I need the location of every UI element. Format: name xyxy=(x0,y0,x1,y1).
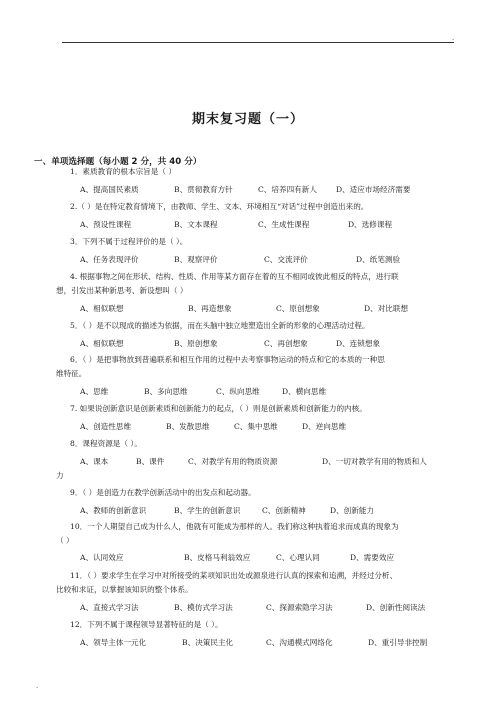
question-10: 10．一个人期望自己成为什么人，他就有可能成为那样的人。我们称这种执着追求而成真的现象为 xyxy=(70,522,399,531)
question-4-cont: 想，引发出某种新思考、新设想叫（ ） xyxy=(56,286,188,295)
header-mark: . xyxy=(452,34,455,42)
question-6-cont: 维特征。 xyxy=(56,369,87,378)
option-a: A、相似联想 xyxy=(80,304,124,313)
question-11-cont: 比较和求证，以掌握该知识的整个体系。 xyxy=(56,585,193,594)
option-c: C、生成性课程 xyxy=(258,220,310,229)
question-3: 3．下列不属于过程评价的是（ ）。 xyxy=(70,237,188,246)
option-b: B、多向思维 xyxy=(144,387,188,396)
option-c: C、创新精神 xyxy=(262,506,306,515)
option-b: B、文本课程 xyxy=(174,220,218,229)
question-11: 11．（ ）要求学生在学习中对所接受的某项知识出处或源泉进行认真的探索和追溯，并经过分析、 xyxy=(70,571,398,580)
option-b: B、发散思维 xyxy=(166,422,210,431)
option-d: D、重引导非控制 xyxy=(368,638,428,647)
option-a: A、思维 xyxy=(80,387,109,396)
option-d: D、对比联想 xyxy=(364,304,409,313)
option-c: C、培养四有新人 xyxy=(258,185,317,194)
question-12: 12．下列不属于课程领导显著特征的是（ ）。 xyxy=(70,620,223,629)
option-b: B、皮格马利翁效应 xyxy=(184,553,251,562)
option-b: B、再造想象 xyxy=(188,304,232,313)
option-b: B、学生的创新意识 xyxy=(174,506,241,515)
option-c: C、探源索隐学习法 xyxy=(266,603,333,612)
option-c: C、心理认同 xyxy=(276,553,320,562)
option-d: D、创新能力 xyxy=(330,506,375,515)
option-c: C、原创想象 xyxy=(276,304,320,313)
option-b: B、课件 xyxy=(136,457,165,466)
option-d: D、纸笔测验 xyxy=(356,255,401,264)
option-a: A、创造性思维 xyxy=(80,422,132,431)
question-10-cont: （ ） xyxy=(56,536,74,545)
option-d: D、创新性阅读法 xyxy=(366,603,426,612)
section-heading: 一、单项选择题（每小题 2 分，共 40 分） xyxy=(34,157,202,167)
option-c: C、交流评价 xyxy=(264,255,308,264)
header-rule xyxy=(62,42,454,43)
option-a: A、预设性课程 xyxy=(80,220,132,229)
option-c: C、对教学有用的物质资源 xyxy=(188,457,278,466)
option-d: D、适应市场经济需要 xyxy=(336,185,411,194)
option-b: B、观察评价 xyxy=(174,255,218,264)
option-a: A、直接式学习法 xyxy=(80,603,139,612)
question-6: 6．（ ）是把事物放到普遍联系和相互作用的过程中去考察事物运动的特点和它的本质的一种思 xyxy=(70,355,385,364)
option-d: D、连锁想象 xyxy=(336,339,381,348)
option-d: D、需要效应 xyxy=(350,553,395,562)
option-a: A、提高国民素质 xyxy=(80,185,139,194)
option-b: B、原创想象 xyxy=(174,339,218,348)
question-5: 5．（ ）是不以现成的描述为依据，而在头脑中独立地塑造出全新的形象的心理活动过程。 xyxy=(70,321,370,330)
option-c: C、沟通模式网络化 xyxy=(266,638,333,647)
option-b: B、贯彻教育方针 xyxy=(174,185,233,194)
option-c: C、再创想象 xyxy=(264,339,308,348)
option-a: A、认同效应 xyxy=(80,553,124,562)
option-d: D、逆向思维 xyxy=(302,422,347,431)
footer-mark: . xyxy=(36,682,39,690)
option-a: A、课本 xyxy=(80,457,109,466)
option-b: B、决策民主化 xyxy=(182,638,234,647)
option-a: A、相似联想 xyxy=(80,339,124,348)
option-a: A、教师的创新意识 xyxy=(80,506,147,515)
option-a: A、任务表现评价 xyxy=(80,255,139,264)
option-c: C、纵向思维 xyxy=(216,387,260,396)
question-8-cont: 力 xyxy=(56,471,64,480)
question-8: 8．课程资源是（ ）。 xyxy=(70,439,142,448)
question-9: 9．（ ）是创造力在教学创新活动中的出发点和起动器。 xyxy=(70,488,256,497)
question-1: 1．素质教育的根本宗旨是（ ） xyxy=(70,167,176,176)
question-2: 2.（ ）是在特定教育情境下，由教师、学生、文本、环境相互“对话”过程中创造出来的。 xyxy=(70,202,369,211)
option-d: D、一切对教学有用的物质和人 xyxy=(322,457,427,466)
option-c: C、集中思维 xyxy=(234,422,278,431)
question-4: 4. 根据事物之间在形状、结构、性质、作用等某方面存在着的互不相同或彼此相反的特点，进行联 xyxy=(70,272,399,281)
option-d: D、横向思维 xyxy=(282,387,327,396)
question-7: 7. 如果说创新意识是创新素质和创新能力的起点，（ ）则是创新素质和创新能力的内核。 xyxy=(70,404,367,413)
page-title: 期末复习题（一） xyxy=(191,112,304,127)
option-d: D、选修课程 xyxy=(348,220,393,229)
option-a: A、领导主体一元化 xyxy=(80,638,147,647)
option-b: B、模仿式学习法 xyxy=(174,603,233,612)
